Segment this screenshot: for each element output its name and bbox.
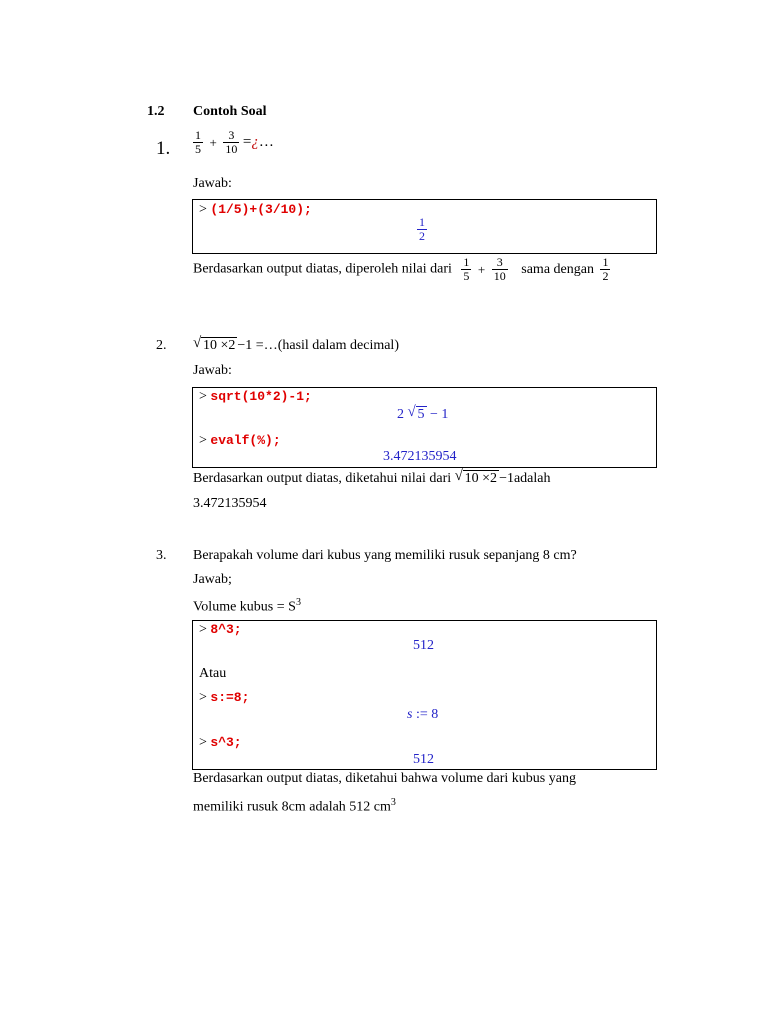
section-title: Contoh Soal xyxy=(193,104,267,119)
q1-plus: + xyxy=(209,134,217,150)
q2-expression: √ 10 ×2 −1 =…(hasil dalam decimal) xyxy=(193,335,399,353)
q3-command-3[interactable]: s^3; xyxy=(210,735,242,750)
q2-output-2: 3.472135954 xyxy=(383,449,457,464)
q1-dots: … xyxy=(258,134,274,150)
q1-command-line xyxy=(199,202,312,218)
q1-equals: = xyxy=(242,134,252,150)
q3-command-2[interactable]: s:=8; xyxy=(210,690,250,705)
q3-command-line-3: > s^3; xyxy=(199,735,242,750)
section-number: 1.2 xyxy=(147,104,165,119)
q3-maple-box xyxy=(192,620,657,770)
q3-jawab: Jawab; xyxy=(193,572,232,587)
q1-frac-a: $\frac{1}{5}$ xyxy=(195,128,201,156)
q2-command-line-1: > sqrt(10*2)-1; xyxy=(199,389,312,404)
q2-conclusion-value: 3.472135954 xyxy=(193,496,267,511)
q3-command-1[interactable]: 8^3; xyxy=(210,622,242,637)
q3-number: 3. xyxy=(156,548,167,563)
q1-expression xyxy=(193,129,274,156)
q1-mark: ¿ xyxy=(251,134,259,150)
q1-number: 1. xyxy=(156,138,171,159)
q1-command[interactable]: (1/5)+(3/10); xyxy=(210,202,312,217)
q3-command-line-1: > 8^3; xyxy=(199,622,242,637)
q3-formula: Volume kubus = $S^3$ xyxy=(193,597,301,615)
q3-output-3: 512 xyxy=(413,752,434,767)
q3-atau: Atau xyxy=(199,666,227,681)
q2-command-1[interactable]: sqrt(10*2)-1; xyxy=(210,389,312,404)
q2-output-1: 2 √ 5 − 1 xyxy=(397,404,449,422)
q1-jawab: Jawab: xyxy=(193,176,232,191)
q2-number: 2. xyxy=(156,338,167,353)
q3-output-2: s := 8 xyxy=(407,707,439,722)
q2-jawab: Jawab: xyxy=(193,363,232,378)
q2-command-2[interactable]: evalf(%); xyxy=(210,433,281,448)
q3-conclusion-line-2: memiliki rusuk 8cm adalah 512 $cm^3$ xyxy=(193,797,396,815)
q3-conclusion-line-1: Berdasarkan output diatas, diketahui bahwa volume dari kubus yang xyxy=(193,771,576,786)
prompt-symbol: > xyxy=(199,202,207,217)
q3-command-line-2: > s:=8; xyxy=(199,690,250,705)
q2-maple-box xyxy=(192,387,657,468)
q1-frac-b: $\frac{3}{10}$ xyxy=(225,128,238,156)
q1-output: $\frac{1}{2}$ xyxy=(419,215,425,243)
q1-maple-box xyxy=(192,199,657,254)
q2-command-line-2: > evalf(%); xyxy=(199,433,281,448)
q3-question: Berapakah volume dari kubus yang memiliki rusuk sepanjang 8 cm? xyxy=(193,548,577,563)
q2-conclusion: Berdasarkan output diatas, diketahui nilai dari √ 10 ×2 −1adalah xyxy=(193,468,551,486)
q1-conclusion: Berdasarkan output diatas, diperoleh nilai dari $\frac{1}{5}$ + $\frac{3}{10}$ sama dengan $\frac{1}{2}$ xyxy=(193,255,609,283)
q3-output-1: 512 xyxy=(413,638,434,653)
